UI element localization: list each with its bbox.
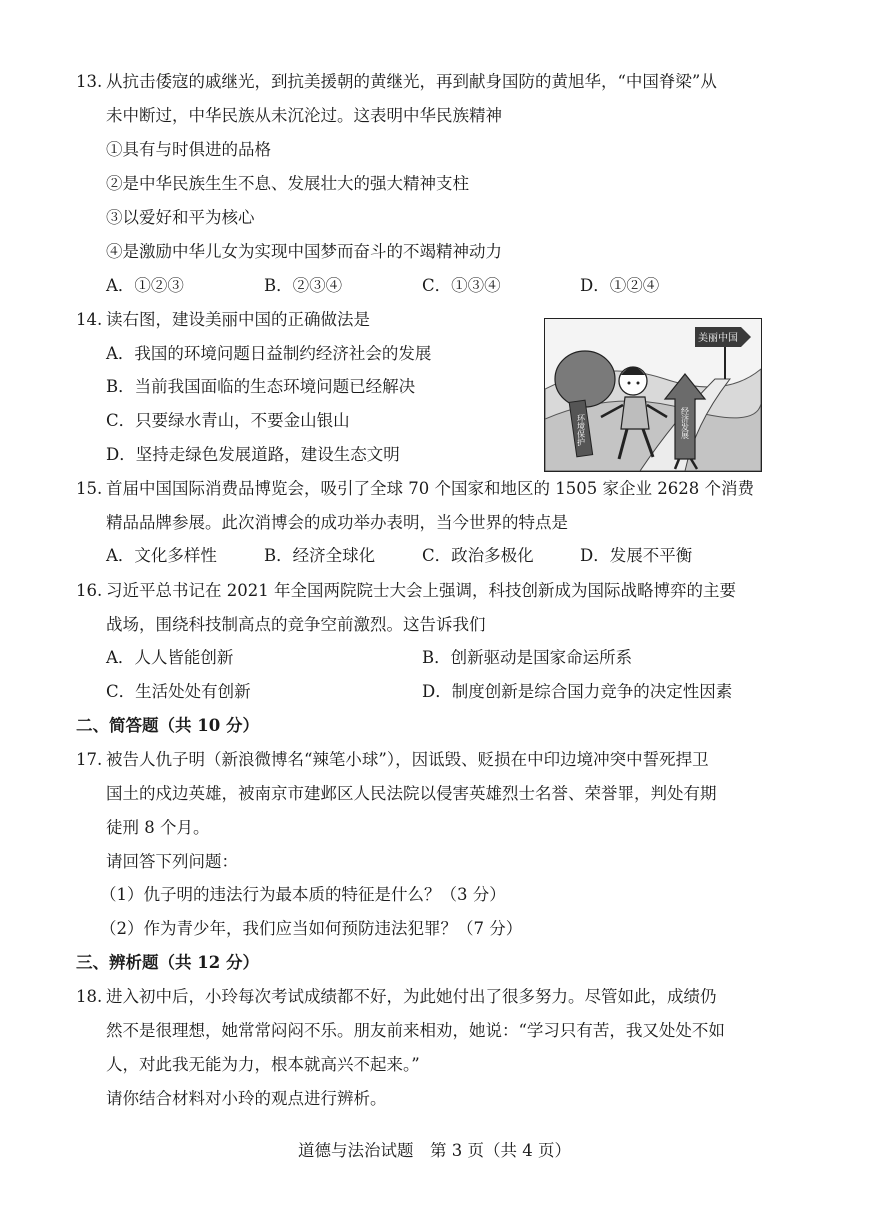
q16-stem-line1: 习近平总书记在 2021 年全国两院院士大会上强调，科技创新成为国际战略博弈的主要 — [106, 581, 736, 600]
q16-option-d: D．制度创新是综合国力竞争的决定性因素 — [422, 682, 733, 701]
q14-option-a: A．我国的环境问题日益制约经济社会的发展 — [106, 344, 432, 363]
q13-item-2: ②是中华民族生生不息、发展壮大的强大精神支柱 — [106, 174, 469, 193]
q17-number: 17. — [76, 750, 103, 769]
q18-number: 18. — [76, 987, 103, 1006]
page-footer: 道德与法治试题 第 3 页（共 4 页） — [298, 1141, 571, 1160]
cartoon-figure — [544, 318, 762, 472]
q16-number: 16. — [76, 581, 103, 600]
q17-stem-line3: 徒刑 8 个月。 — [106, 818, 210, 837]
q13-stem-line1: 从抗击倭寇的戚继光，到抗美援朝的黄继光，再到献身国防的黄旭华，“中国脊梁”从 — [106, 72, 717, 91]
q16-option-b: B．创新驱动是国家命运所系 — [422, 648, 633, 667]
q15-stem-line1: 首届中国国际消费品博览会，吸引了全球 70 个国家和地区的 1505 家企业 2628 个消费 — [106, 479, 754, 498]
q13-number: 13. — [76, 72, 103, 91]
q15-option-a: A．文化多样性 — [106, 546, 217, 565]
section-analysis-title: 三、辨析题（共 12 分） — [76, 953, 259, 972]
q16-option-c: C．生活处处有创新 — [106, 682, 251, 701]
q17-subquestion-1: （1）仇子明的违法行为最本质的特征是什么？（3 分） — [100, 885, 506, 904]
q17-prompt: 请回答下列问题： — [106, 852, 238, 871]
signpost-label: 美丽中国 — [698, 333, 738, 344]
q16-stem-line2: 战场，围绕科技制高点的竞争空前激烈。这告诉我们 — [106, 615, 486, 634]
q13-option-d: D．①②④ — [580, 276, 660, 295]
q18-prompt: 请你结合材料对小玲的观点进行辨析。 — [106, 1089, 387, 1108]
q13-item-3: ③以爱好和平为核心 — [106, 208, 255, 227]
q14-stem: 读右图，建设美丽中国的正确做法是 — [106, 310, 370, 329]
q18-stem-line3: 人，对此我无能为力，根本就高兴不起来。” — [106, 1055, 420, 1074]
q13-option-c: C．①③④ — [422, 276, 501, 295]
tree-label: 环境保护 — [576, 414, 586, 446]
q14-number: 14. — [76, 310, 103, 329]
q14-option-b: B．当前我国面临的生态环境问题已经解决 — [106, 377, 416, 396]
q17-subquestion-2: （2）作为青少年，我们应当如何预防违法犯罪？（7 分） — [100, 919, 523, 938]
q15-stem-line2: 精品品牌参展。此次消博会的成功举办表明，当今世界的特点是 — [106, 513, 568, 532]
q18-stem-line1: 进入初中后，小玲每次考试成绩都不好，为此她付出了很多努力。尽管如此，成绩仍 — [106, 987, 717, 1006]
q15-number: 15. — [76, 479, 103, 498]
q14-option-c: C．只要绿水青山，不要金山银山 — [106, 411, 350, 430]
q13-item-1: ①具有与时俱进的品格 — [106, 140, 271, 159]
section-short-answer-title: 二、简答题（共 10 分） — [76, 716, 259, 735]
tree-icon — [555, 351, 615, 407]
q13-stem-line2: 未中断过，中华民族从未沉沦过。这表明中华民族精神 — [106, 106, 502, 125]
q13-item-4: ④是激励中华儿女为实现中国梦而奋斗的不竭精神动力 — [106, 242, 502, 261]
q18-stem-line2: 然不是很理想，她常常闷闷不乐。朋友前来相劝，她说：“学习只有苦，我又处处不如 — [106, 1021, 725, 1040]
q13-option-a: A．①②③ — [106, 276, 184, 295]
cartoon-illustration — [545, 319, 761, 471]
q14-option-d: D．坚持走绿色发展道路，建设生态文明 — [106, 445, 400, 464]
q15-option-c: C．政治多极化 — [422, 546, 534, 565]
q15-option-d: D．发展不平衡 — [580, 546, 693, 565]
q13-option-b: B．②③④ — [264, 276, 343, 295]
arrow-label: 经济发展 — [680, 407, 690, 439]
q15-option-b: B．经济全球化 — [264, 546, 376, 565]
q17-stem-line2: 国土的戍边英雄，被南京市建邺区人民法院以侵害英雄烈士名誉、荣誉罪，判处有期 — [106, 784, 717, 803]
q17-stem-line1: 被告人仇子明（新浪微博名“辣笔小球”），因诋毁、贬损在中印边境冲突中誓死捍卫 — [106, 750, 709, 769]
q16-option-a: A．人人皆能创新 — [106, 648, 234, 667]
